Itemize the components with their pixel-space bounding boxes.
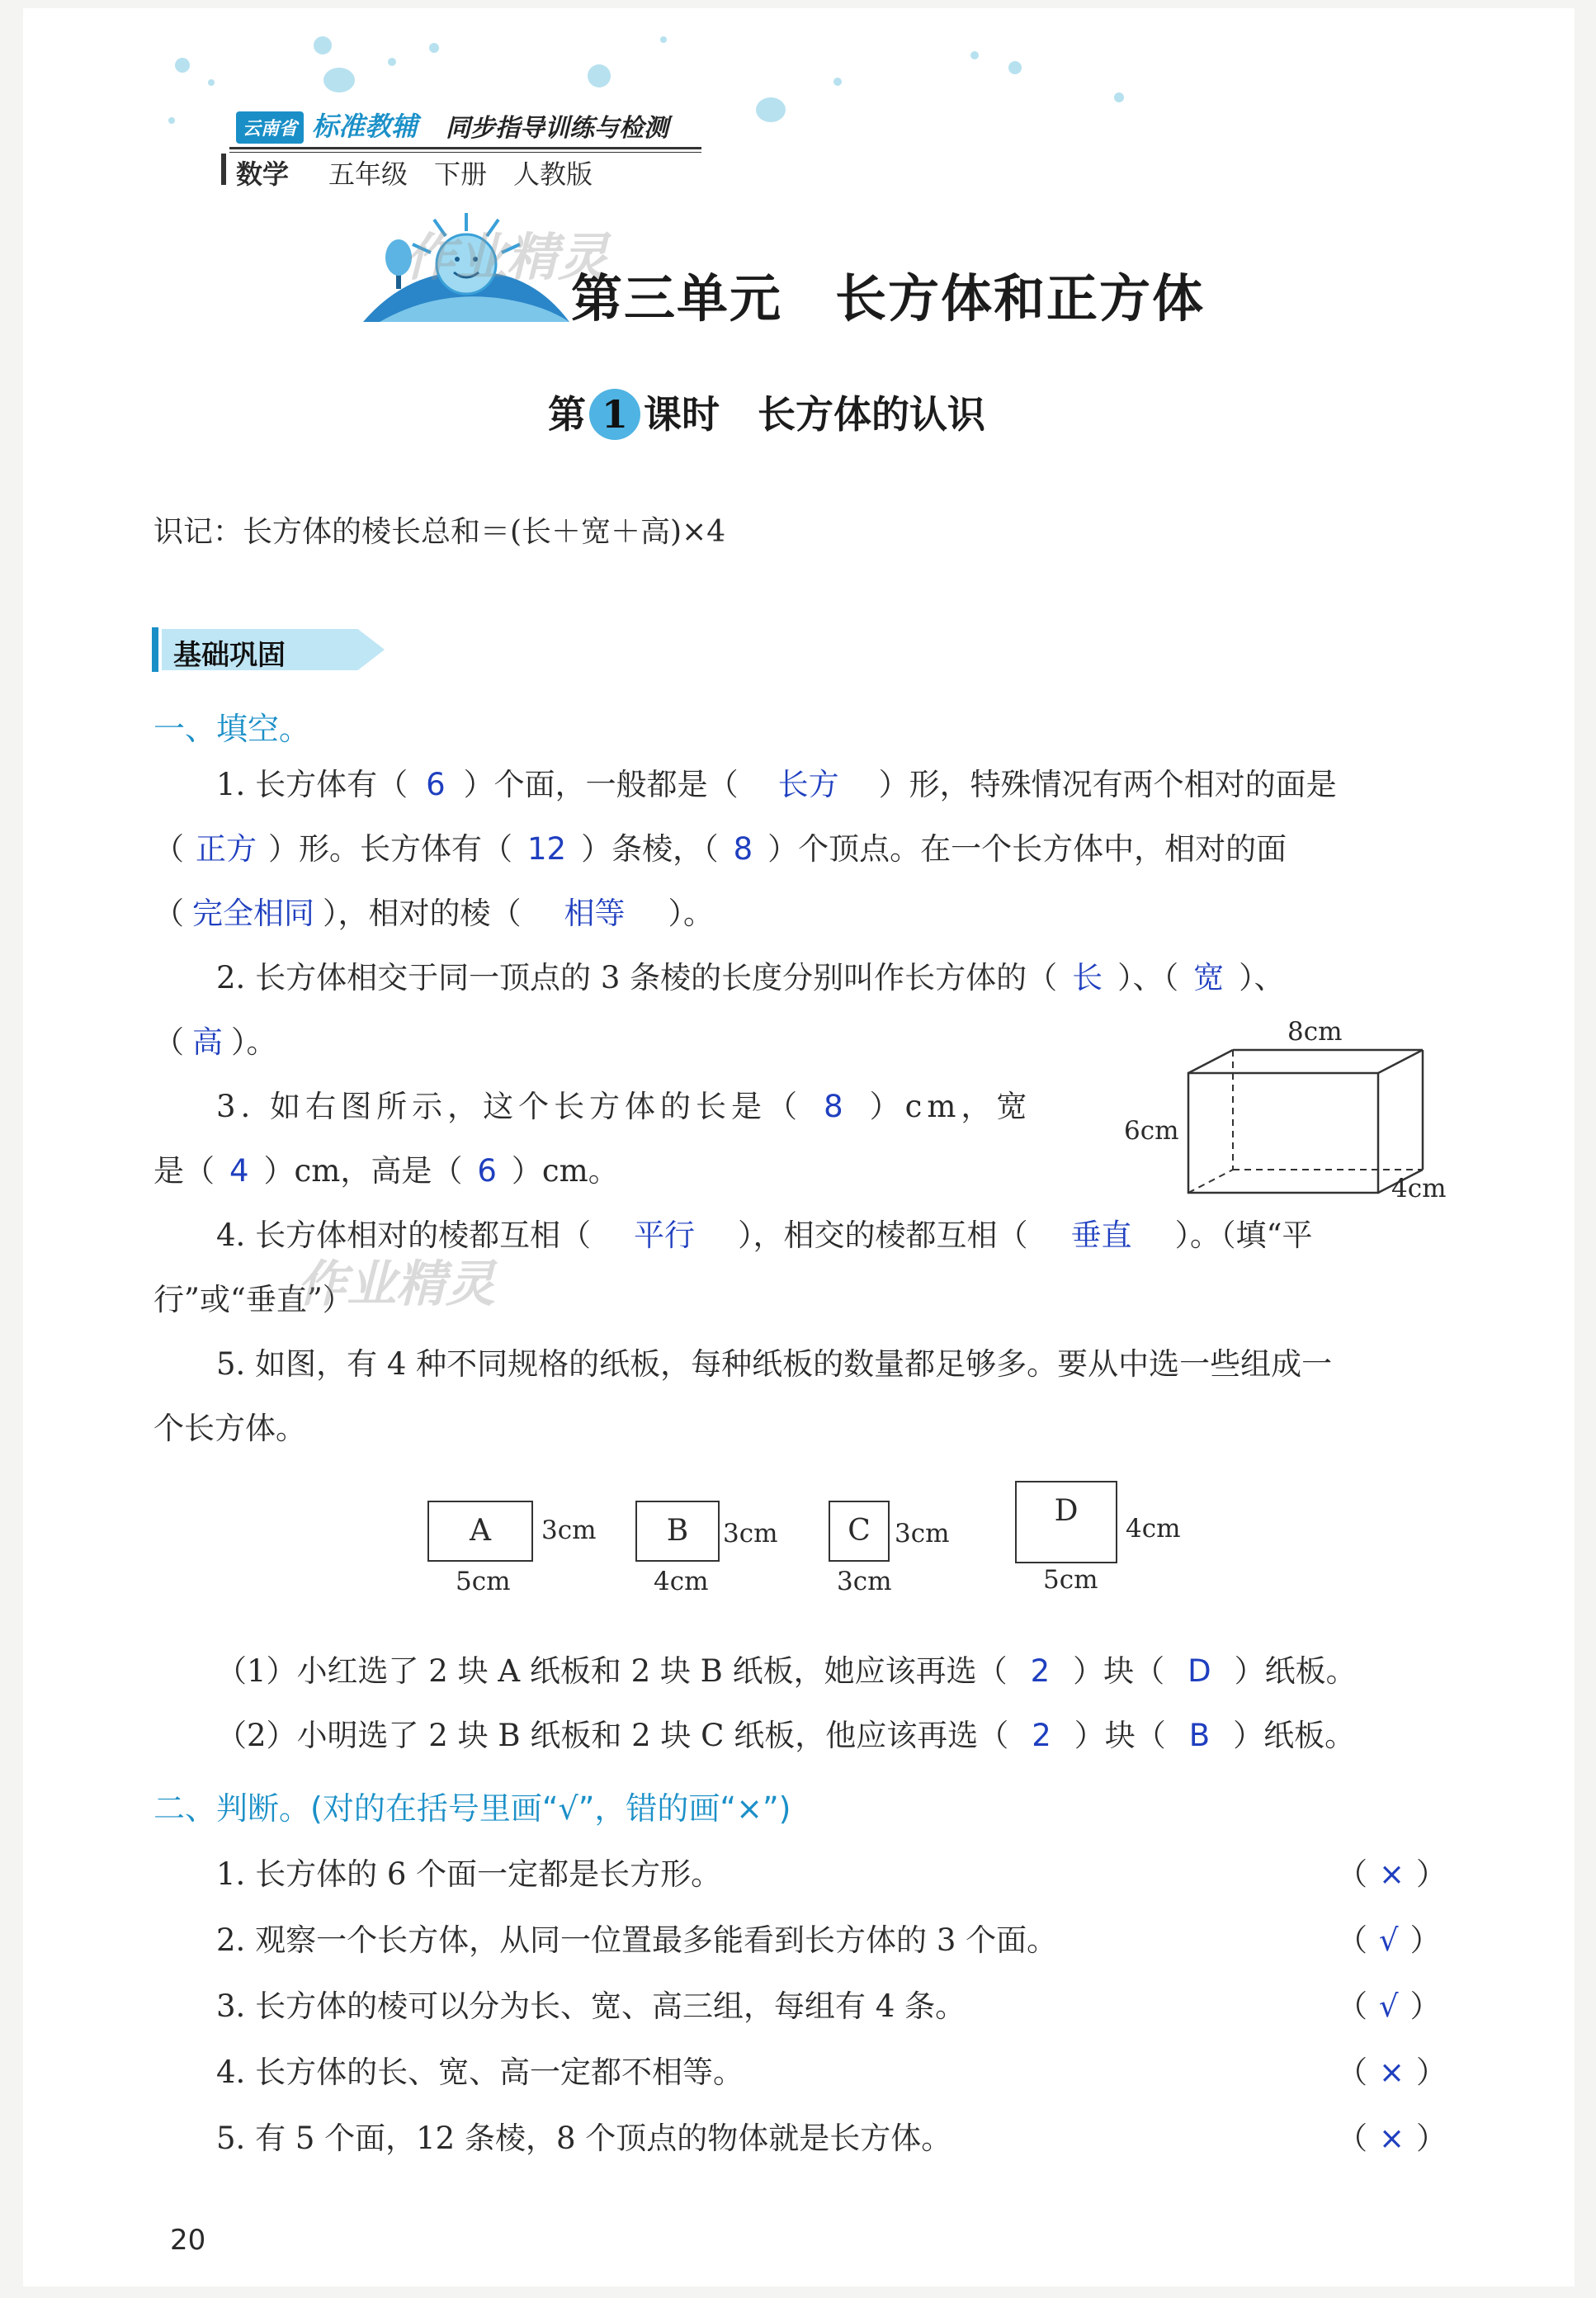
q2-answer-3: 高 [192,1024,223,1060]
lesson-number-badge: 1 [589,389,640,440]
q4-answer-1: 平行 [634,1218,696,1253]
paren-close: ） [1416,2121,1447,2156]
q5-sub2-text: ）纸板。 [1233,1718,1356,1753]
q1-text: ）个面，一般都是（ [463,767,739,802]
judge-item-1: 1. 长方体的 6 个面一定都是长方形。 [216,1856,722,1892]
watermark-middle: 作业精灵 [297,1255,495,1313]
q1-answer-6: 完全相同 [192,896,314,931]
board-b-side: 3cm [723,1519,778,1549]
q2-line2 [153,1024,277,1060]
q3-text: ）cm，高是（ [263,1153,463,1189]
q1-line2 [153,831,1287,867]
cuboid-width-label: 4cm [1391,1174,1447,1203]
q2-text: ）。 [231,1024,277,1060]
paren-open: （ [1337,1988,1367,2024]
page-number: 20 [170,2224,206,2257]
header-rule [229,147,701,149]
board-c: C [829,1501,890,1562]
q1-text: ）形，特殊情况有两个相对的面是 [878,767,1337,802]
cuboid-height-label: 6cm [1124,1116,1179,1146]
q3-text: 3. 如右图所示，这个长方体的长是（ [216,1089,803,1124]
lesson-suffix: 课时 长方体的认识 [644,392,985,437]
q3-line1 [216,1091,1032,1122]
memo-formula: 识记：长方体的棱长总和＝(长＋宽＋高)×4 [153,515,726,549]
q5-line1: 5. 如图，有 4 种不同规格的纸板，每种纸板的数量都足够多。要从中选一些组成一 [216,1346,1333,1382]
q3-answer-2: 4 [229,1153,249,1189]
q2-text: 2. 长方体相交于同一顶点的 3 条棱的长度分别叫作长方体的（ [216,960,1058,995]
q5-sub1-text: ）块（ [1073,1653,1165,1689]
q3-text: 是（ [153,1153,215,1189]
board-b-bottom: 4cm [654,1567,709,1596]
q3-answer-1: 8 [824,1089,848,1124]
q5-sub1-count: 2 [1030,1653,1051,1689]
cuboid-length-label: 8cm [1287,1017,1343,1047]
judge-mark-2: √ [1379,1922,1399,1958]
judge-mark-4: × [1379,2054,1405,2090]
q2-answer-1: 长 [1072,960,1103,995]
paren-open: （ [1337,1922,1367,1958]
q4-text: ），相交的棱都互相（ [738,1218,1028,1253]
q5-sub2-text: ）块（ [1074,1718,1166,1753]
judge-item-3: 3. 长方体的棱可以分为长、宽、高三组，每组有 4 条。 [216,1988,966,2024]
judge-answer-2 [1337,1915,1441,1960]
q1-line3 [153,898,714,929]
board-a-bottom: 5cm [456,1567,511,1596]
q1-answer-3: 正方 [196,831,257,867]
q1-text: ），相对的棱（ [323,896,522,931]
q2-text: ）、 [1239,960,1285,995]
judge-item-5: 5. 有 5 个面，12 条棱，8 个顶点的物体就是长方体。 [216,2121,952,2156]
paren-close: ） [1409,1922,1441,1958]
q5-sub2 [216,1720,1355,1751]
q5-sub1-text: ）纸板。 [1234,1653,1357,1689]
judge-mark-3: √ [1379,1988,1399,2024]
q2-answer-2: 宽 [1193,960,1225,995]
lesson-prefix: 第 [548,392,586,437]
board-d-side: 4cm [1126,1514,1181,1544]
grade-info: 五年级 下册 人教版 [328,158,593,190]
q5-sub2-text: （2）小明选了 2 块 B 纸板和 2 块 C 纸板，他应该再选（ [216,1718,1009,1753]
header-rule-thin [229,152,701,153]
q4-text: ）。（填“平 [1174,1218,1313,1253]
subject-bar [221,154,226,185]
q1-answer-5: 8 [733,831,753,867]
q4-text: 4. 长方体相对的棱都互相（ [216,1218,592,1253]
unit-title: 第三单元 长方体和正方体 [571,268,1206,329]
q3-text: ）cm。 [511,1153,619,1189]
q1-answer-7: 相等 [564,896,626,931]
q4-line2: 行”或“垂直”） [153,1282,353,1317]
judge-mark-5: × [1379,2121,1405,2156]
series-title: 同步指导训练与检测 [446,114,668,143]
q1-text: ）条棱，（ [581,831,719,867]
brand-badge: 云南省 [236,111,304,144]
q1-text: ）形。长方体有（ [268,831,512,867]
q5-sub1-board: D [1188,1653,1211,1689]
q5-sub1 [216,1653,1357,1689]
q1-text: ）个顶点。在一个长方体中，相对的面 [767,831,1287,867]
part1-title: 一、填空。 [153,711,311,747]
q3-text: ）cm，宽 [869,1089,1032,1124]
board-c-bottom: 3cm [837,1567,892,1596]
q2-line1 [216,962,1285,993]
judge-answer-1 [1337,1849,1447,1894]
subject: 数学 [236,158,290,190]
q3-answer-3: 6 [477,1153,497,1189]
part2-title: 二、判断。(对的在括号里画“√”，错的画“×”) [153,1790,791,1827]
q3-line2 [153,1153,619,1189]
q1-text: ）。 [668,896,714,931]
section-label: 基础巩固 [173,639,286,672]
q1-answer-4: 12 [527,831,567,867]
paren-open: （ [1337,2054,1367,2090]
judge-mark-1: × [1379,1856,1405,1892]
board-a-side: 3cm [541,1515,597,1545]
paren-open: （ [1337,2121,1367,2156]
q1-answer-1: 6 [426,767,446,802]
paren-close: ） [1416,1856,1447,1892]
q1-answer-2: 长方 [777,767,839,802]
judge-item-4: 4. 长方体的长、宽、高一定都不相等。 [216,2054,744,2090]
board-c-side: 3cm [895,1519,950,1549]
judge-answer-4 [1337,2047,1447,2092]
paren-close: ） [1416,2054,1447,2090]
board-a: A [427,1501,533,1562]
q1-line1 [216,769,1337,800]
q5-sub2-board: B [1188,1718,1211,1753]
judge-answer-3 [1337,1981,1441,2026]
q1-text: （ [153,896,184,931]
q5-line2: 个长方体。 [153,1411,306,1446]
q1-text: 1. 长方体有（ [216,767,408,802]
q2-text: ）、（ [1117,960,1179,995]
q4-answer-2: 垂直 [1070,1218,1132,1253]
q5-sub2-count: 2 [1032,1718,1051,1753]
judge-item-2: 2. 观察一个长方体，从同一位置最多能看到长方体的 3 个面。 [216,1922,1058,1958]
q1-text: （ [153,831,184,867]
q2-text: （ [153,1024,184,1060]
judge-answer-5 [1337,2113,1447,2158]
board-d: D [1015,1481,1117,1563]
brand-name: 标准教辅 [312,111,418,142]
paren-open: （ [1337,1856,1367,1892]
board-b: B [635,1501,720,1562]
watermark-top: 作业精灵 [404,227,610,287]
paren-close: ） [1409,1988,1441,2024]
q5-sub1-text: （1）小红选了 2 块 A 纸板和 2 块 B 纸板，她应该再选（ [216,1653,1008,1689]
lesson-title [548,385,985,440]
board-d-bottom: 5cm [1043,1565,1098,1595]
